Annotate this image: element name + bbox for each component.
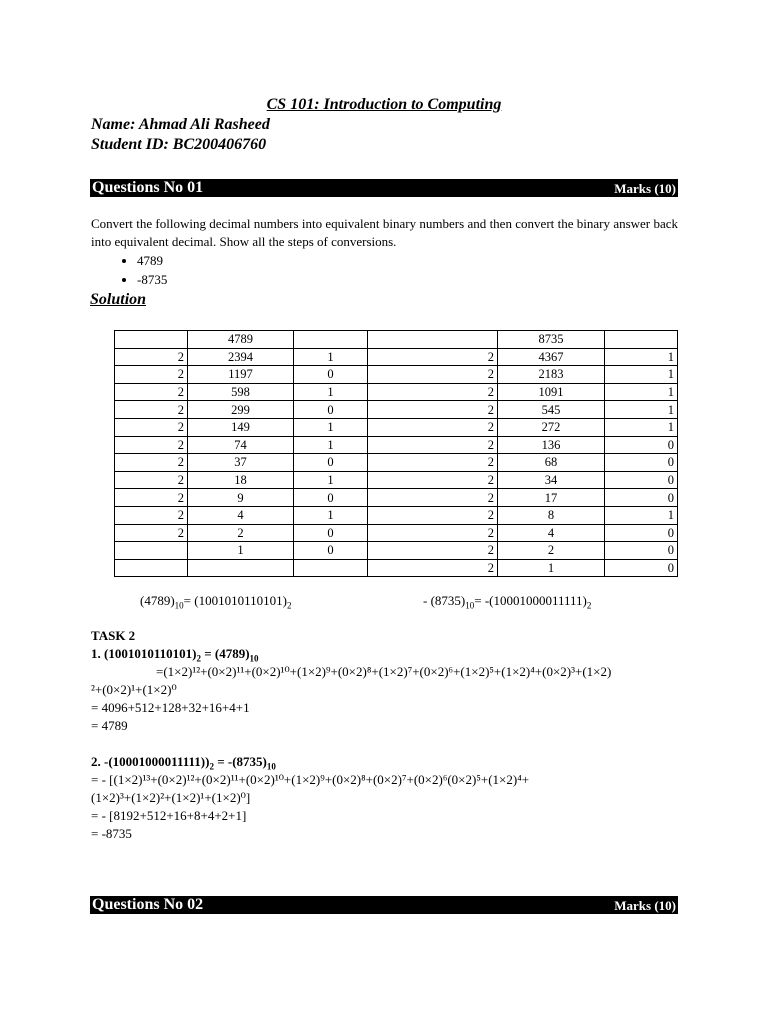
table-cell: 149 <box>188 418 294 436</box>
task-2-item-2-sum: = - [8192+512+16+8+4+2+1] <box>91 808 247 823</box>
table-row <box>115 524 678 542</box>
table-cell: 2 <box>368 489 498 507</box>
table-cell: 2 <box>368 542 498 560</box>
table-row <box>115 366 678 384</box>
table-row <box>115 436 678 454</box>
table-cell: 8 <box>498 506 605 524</box>
table-cell: 4789 <box>188 331 294 349</box>
table-cell: 1 <box>294 418 368 436</box>
table-cell: 0 <box>294 454 368 472</box>
table-cell: 2 <box>368 401 498 419</box>
table-cell: 1 <box>294 348 368 366</box>
table-cell <box>115 559 188 577</box>
table-cell: 1091 <box>498 383 605 401</box>
conversion-table <box>114 330 678 577</box>
question-1-title: Questions No 01 <box>92 179 204 196</box>
table-cell: 0 <box>605 542 678 560</box>
list-item: • -8735 <box>137 271 167 290</box>
task-2-title: TASK 2 <box>91 628 136 643</box>
table-cell: 34 <box>498 471 605 489</box>
table-row <box>115 383 678 401</box>
table-cell: 1 <box>605 348 678 366</box>
table-row <box>115 331 678 349</box>
table-row <box>115 348 678 366</box>
table-cell: 1 <box>605 383 678 401</box>
table-cell: 0 <box>605 489 678 507</box>
table-cell: 2 <box>115 436 188 454</box>
table-cell: 2 <box>115 348 188 366</box>
table-cell: 1 <box>605 506 678 524</box>
table-cell: 4 <box>498 524 605 542</box>
table-cell: 4 <box>188 506 294 524</box>
table-cell: 2 <box>115 401 188 419</box>
number-list <box>91 252 167 289</box>
table-row <box>115 506 678 524</box>
task-2-item-1-expansion-cont: ²+(0×2)¹+(1×2)⁰ <box>91 682 177 697</box>
table-cell: 2 <box>368 436 498 454</box>
table-cell: 1 <box>605 418 678 436</box>
student-id: Student ID: BC200406760 <box>91 136 267 153</box>
table-cell: 1 <box>605 366 678 384</box>
table-cell: 0 <box>605 559 678 577</box>
task-2-item-2-result: = -8735 <box>91 826 132 841</box>
table-cell: 136 <box>498 436 605 454</box>
question-1-prompt: Convert the following decimal numbers into equivalent binary numbers and then convert the binary answer back into equivalent decimal. Show all the steps of conversions. <box>91 216 678 249</box>
table-cell: 8735 <box>498 331 605 349</box>
table-cell: 1 <box>294 436 368 454</box>
table-cell: 4367 <box>498 348 605 366</box>
table-cell: 0 <box>294 401 368 419</box>
table-row <box>115 454 678 472</box>
table-cell: 272 <box>498 418 605 436</box>
table-cell <box>294 331 368 349</box>
table-cell <box>368 331 498 349</box>
table-cell: 2 <box>115 383 188 401</box>
table-cell: 0 <box>294 524 368 542</box>
result-4789: $(4789)_{10}= (1001010110101)_2$ <box>140 593 292 611</box>
table-cell: 2 <box>115 454 188 472</box>
table-cell: 74 <box>188 436 294 454</box>
table-cell: 2 <box>115 418 188 436</box>
table-cell <box>115 542 188 560</box>
task-2-item-1-result: = 4789 <box>91 718 128 733</box>
table-row <box>115 418 678 436</box>
table-cell: 0 <box>605 524 678 542</box>
student-name: Name: Ahmad Ali Rasheed <box>91 116 270 133</box>
table-cell: 9 <box>188 489 294 507</box>
table-cell: 1 <box>498 559 605 577</box>
table-cell: 0 <box>605 454 678 472</box>
table-cell: 37 <box>188 454 294 472</box>
table-cell: 299 <box>188 401 294 419</box>
table-cell: 2 <box>115 366 188 384</box>
task-2-item-1-expansion: =(1×2)¹²+(0×2)¹¹+(0×2)¹⁰+(1×2)⁹+(0×2)⁸+(1×2)⁷+(0×2)⁶+(1×2)⁵+(1×2)⁴+(0×2)³+(1×2) <box>156 664 612 679</box>
table-cell: 2 <box>368 418 498 436</box>
table-cell: 0 <box>294 366 368 384</box>
question-2-marks: Marks (10) <box>614 898 676 913</box>
table-cell: 0 <box>294 542 368 560</box>
table-cell: 68 <box>498 454 605 472</box>
table-cell: 18 <box>188 471 294 489</box>
table-cell: 2 <box>115 471 188 489</box>
table-cell: 1197 <box>188 366 294 384</box>
table-row <box>115 471 678 489</box>
table-cell: 17 <box>498 489 605 507</box>
table-cell: 1 <box>188 542 294 560</box>
table-row <box>115 489 678 507</box>
table-cell: 598 <box>188 383 294 401</box>
table-cell: 1 <box>605 401 678 419</box>
table-cell: 1 <box>294 471 368 489</box>
table-cell: 2 <box>115 524 188 542</box>
task-2-item-1-sum: = 4096+512+128+32+16+4+1 <box>91 700 250 715</box>
table-cell: 0 <box>605 471 678 489</box>
table-cell: 2 <box>368 559 498 577</box>
table-cell: 2 <box>368 506 498 524</box>
table-cell: 2183 <box>498 366 605 384</box>
result-8735: - $(8735)_{10}= -(10001000011111)_2$ <box>423 593 592 611</box>
table-cell: 2 <box>115 489 188 507</box>
table-cell <box>115 331 188 349</box>
question-1-marks: Marks (10) <box>614 181 676 196</box>
table-cell: 2 <box>368 454 498 472</box>
table-row <box>115 559 678 577</box>
task-2-item-2-expansion-cont: (1×2)³+(1×2)²+(1×2)¹+(1×2)⁰] <box>91 790 251 805</box>
table-cell: 2 <box>368 348 498 366</box>
table-cell: 2 <box>368 524 498 542</box>
question-2-title: Questions No 02 <box>92 896 204 913</box>
table-cell: 0 <box>294 489 368 507</box>
list-item: • 4789 <box>137 252 167 271</box>
table-cell: 545 <box>498 401 605 419</box>
table-cell: 2 <box>368 383 498 401</box>
table-row <box>115 542 678 560</box>
task-2-item-1-heading: 1. $(1001010110101)_2 = (4789)_{10}$ <box>91 646 259 664</box>
table-cell: 2 <box>368 471 498 489</box>
table-cell: 0 <box>605 436 678 454</box>
table-cell <box>294 559 368 577</box>
table-cell: 2 <box>188 524 294 542</box>
table-cell <box>188 559 294 577</box>
table-cell: 2 <box>115 506 188 524</box>
table-cell: 1 <box>294 506 368 524</box>
task-2-item-2-expansion: = - [(1×2)¹³+(0×2)¹²+(0×2)¹¹+(0×2)¹⁰+(1×2)⁹+(0×2)⁸+(0×2)⁷+(0×2)⁶(0×2)⁵+(1×2)⁴+ <box>91 772 530 787</box>
table-cell: 2 <box>368 366 498 384</box>
solution-heading: Solution <box>90 291 147 308</box>
table-row <box>115 401 678 419</box>
table-cell: 2 <box>498 542 605 560</box>
question-1-header <box>90 179 678 197</box>
table-cell <box>605 331 678 349</box>
task-2-item-2-heading: 2. $-(10001000011111))_2 = -(8735)_{10}$ <box>91 754 276 772</box>
table-cell: 2394 <box>188 348 294 366</box>
course-title: CS 101: Introduction to Computing <box>266 96 502 113</box>
table-cell: 1 <box>294 383 368 401</box>
question-2-header <box>90 896 678 914</box>
